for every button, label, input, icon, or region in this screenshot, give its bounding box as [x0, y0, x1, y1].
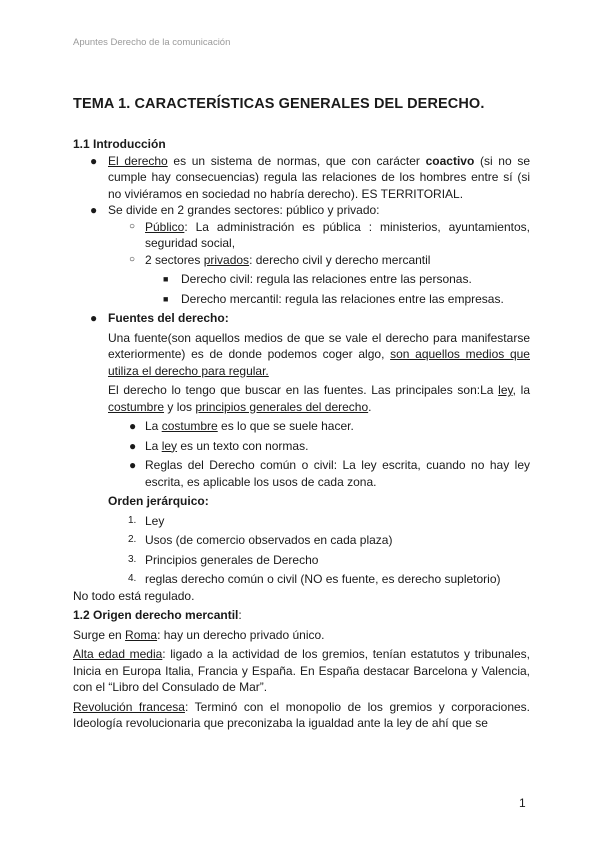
- list-item: ● La costumbre es lo que se suele hacer.: [129, 419, 354, 433]
- paragraph: Alta edad media: ligado a la actividad de los gremios, tenían estatutos y tribunales, Inicia en Europa Italia, Francia y España. En España destacar Barcelona y Valencia, con el “Libro del Consulado de Mar”.: [73, 647, 530, 694]
- paragraph: Surge en Roma: hay un derecho privado único.: [73, 627, 325, 642]
- bullet-disc: ●: [129, 438, 137, 453]
- bullet-disc: ●: [129, 458, 137, 472]
- list-item: ● El derecho es un sistema de normas, que con carácter coactivo (si no se cumple hay consecuencias) regula las relaciones de los hombres entre sí (si no viviéramos en sociedad no habría derecho). ES TERRITORIAL.: [90, 153, 530, 201]
- page-number: 1: [519, 796, 526, 810]
- bullet-disc: ●: [90, 153, 98, 168]
- bullet-disc: ●: [90, 311, 98, 325]
- list-item: ● La ley es un texto con normas.: [129, 438, 309, 453]
- section-heading-origen: 1.2 Origen derecho mercantil:: [73, 608, 242, 622]
- ordered-item: 2. Usos (de comercio observados en cada plaza): [128, 533, 393, 547]
- list-item: ■ Derecho mercantil: regula las relaciones entre las empresas.: [163, 291, 504, 306]
- list-item: ○ 2 sectores privados: derecho civil y derecho mercantil: [129, 252, 431, 267]
- ordered-item: 4. reglas derecho común o civil (NO es fuente, es derecho supletorio): [128, 572, 501, 586]
- paragraph: Una fuente(son aquellos medios de que se vale el derecho para manifestarse exteriormente) es de donde podemos coger algo, son aquellos medios que utiliza el derecho para regular.: [108, 330, 530, 378]
- list-item: ● Se divide en 2 grandes sectores: público y privado:: [90, 203, 380, 217]
- list-item: ● Reglas del Derecho común o civil: La ley escrita, cuando no hay ley escrita, es aplicable los usos de cada zona.: [129, 458, 530, 489]
- paragraph: No todo está regulado.: [73, 588, 195, 603]
- bullet-circle: ○: [129, 220, 136, 232]
- bullet-disc: ●: [129, 419, 137, 433]
- paragraph: El derecho lo tengo que buscar en las fuentes. Las principales son:La ley, la costumbre y los principios generales del derecho.: [108, 383, 530, 414]
- bullet-circle: ○: [129, 253, 136, 265]
- document-body: [73, 136, 530, 732]
- list-item: ● Fuentes del derecho:: [90, 311, 229, 325]
- bullet-square: ■: [163, 293, 169, 304]
- page-header: Apuntes Derecho de la comunicación: [73, 37, 231, 48]
- bullet-disc: ●: [90, 203, 98, 217]
- bullet-square: ■: [163, 274, 169, 284]
- ordered-item: 1. Ley: [128, 513, 165, 528]
- paragraph: Revolución francesa: Terminó con el monopolio de los gremios y corporaciones. Ideología revolucionaria que preconizaba la igualdad ante la ley de ahí que se: [73, 699, 531, 730]
- list-item: ○ Público: La administración es pública : ministerios, ayuntamientos, seguridad social,: [129, 219, 530, 250]
- document-title: TEMA 1. CARACTERÍSTICAS GENERALES DEL DERECHO.: [73, 96, 485, 112]
- ordered-item: 3. Principios generales de Derecho: [128, 552, 319, 567]
- section-heading-intro: 1.1 Introducción: [73, 137, 166, 151]
- list-item: ■ Derecho civil: regula las relaciones entre las personas.: [163, 272, 472, 286]
- subheading: Orden jerárquico:: [108, 494, 209, 508]
